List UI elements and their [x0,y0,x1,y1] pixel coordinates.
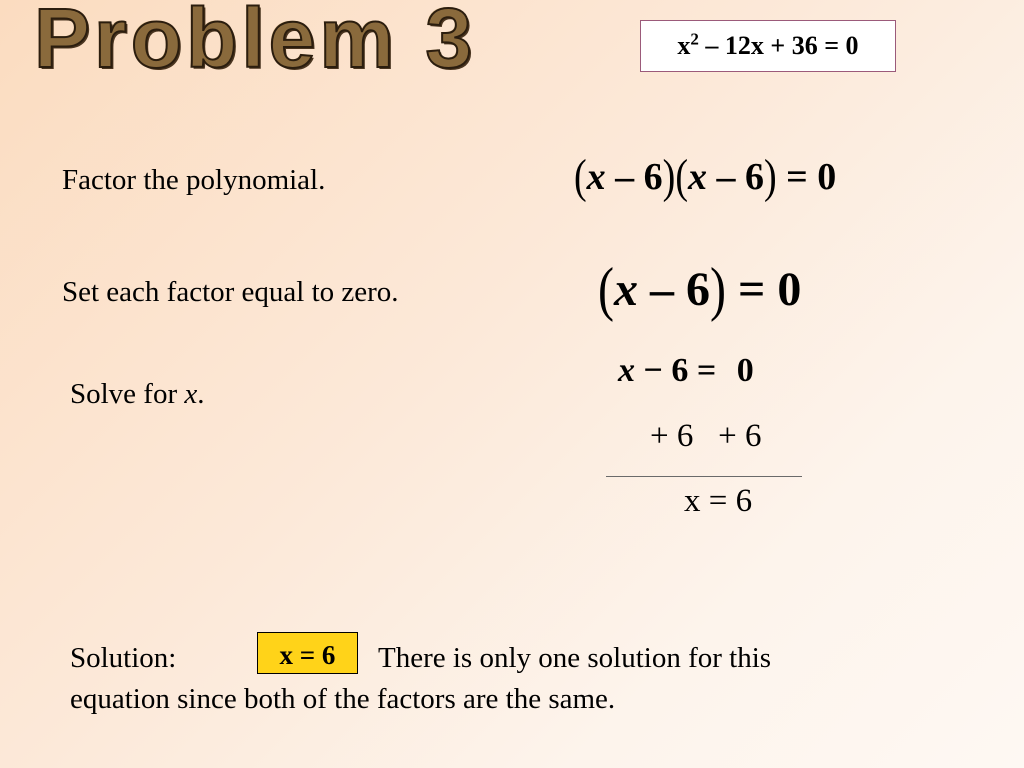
solve-rhs: 0 [736,352,754,389]
open-paren-2: ( [675,150,688,204]
close-paren-2: ) [763,150,777,204]
open-paren-1: ( [574,150,587,204]
factor-zero-var: x [613,263,638,316]
factored-var-2: x [687,156,707,198]
factored-rhs: = 0 [776,156,837,198]
equation-rest: – 12x + 36 = 0 [698,31,859,60]
close-paren-3: ) [709,256,726,323]
slide-title: Problem 3 [34,0,477,85]
factor-zero-rhs: = 0 [725,263,802,316]
equation-exponent: 2 [690,29,699,49]
step-solve [70,378,205,411]
step-set-zero: Set each factor equal to zero. [62,276,399,308]
factored-term-1: – 6 [605,156,663,198]
close-paren-1: ) [662,150,676,204]
equation-base: x [677,31,691,60]
solve-equation [618,352,754,390]
factored-var-1: x [586,156,606,198]
solve-num: 6 [671,352,689,389]
step-solve-suffix: . [197,378,205,410]
factored-equation [574,150,837,204]
factor-zero-equation [598,256,802,323]
step-solve-var: x [184,378,198,410]
open-paren-3: ( [598,256,614,323]
solution-explanation-line2: equation since both of the factors are the same. [70,683,616,715]
add-six-line: + 6 + 6 [650,418,762,454]
solution-explanation-line1: There is only one solution for this [378,642,772,674]
solve-var: x [618,352,635,389]
step-factor: Factor the polynomial. [62,164,326,196]
result-equation: x = 6 [684,483,753,519]
solution-answer-box: x = 6 [257,632,358,674]
equation-box [640,20,896,72]
solve-eq: = [688,352,725,389]
solution-label: Solution: [70,642,177,674]
solve-op: − [635,352,672,389]
factor-zero-term: – 6 [637,263,710,316]
divider-line [606,476,802,477]
step-solve-prefix: Solve for [70,378,185,410]
factored-term-2: – 6 [706,156,764,198]
